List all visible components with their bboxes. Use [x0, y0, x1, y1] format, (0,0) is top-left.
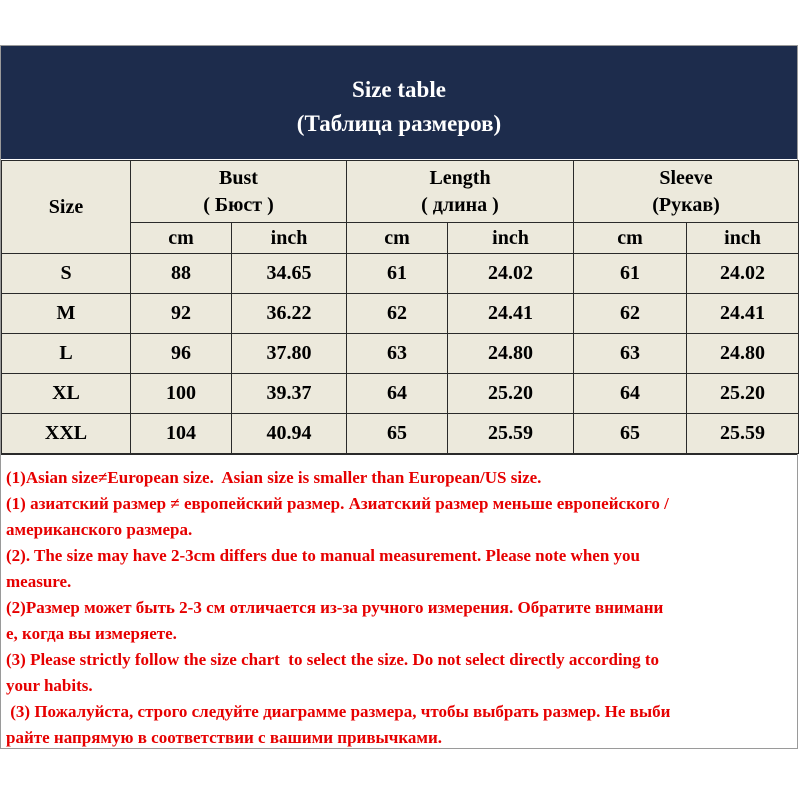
size-cell: XL — [2, 374, 131, 414]
note-1-ru-line1: (1) азиатский размер ≠ европейский размер. Азиатский размер меньше европейского / — [6, 494, 669, 513]
value-cell: 24.41 — [687, 294, 799, 334]
value-cell: 34.65 — [232, 254, 347, 294]
note-3-en-line2: your habits. — [6, 676, 93, 695]
unit-header: inch — [232, 223, 347, 254]
group-label-ru: (Рукав) — [652, 193, 720, 216]
size-column-header: Size — [2, 161, 131, 254]
unit-header: cm — [131, 223, 232, 254]
value-cell: 65 — [574, 414, 687, 454]
table-row — [2, 334, 799, 374]
table-row — [2, 414, 799, 454]
value-cell: 62 — [347, 294, 448, 334]
value-cell: 24.41 — [448, 294, 574, 334]
value-cell: 24.02 — [687, 254, 799, 294]
size-table — [1, 160, 799, 454]
value-cell: 100 — [131, 374, 232, 414]
header-banner — [1, 46, 797, 159]
value-cell: 92 — [131, 294, 232, 334]
size-cell: M — [2, 294, 131, 334]
size-cell: XXL — [2, 414, 131, 454]
note-1-en: (1)Asian size≠European size. Asian size is smaller than European/US size. — [6, 468, 542, 487]
note-3-ru-line2: райте напрямую в соответствии с вашими привычками. — [6, 728, 443, 747]
value-cell: 63 — [574, 334, 687, 374]
group-label: Bust — [219, 166, 258, 189]
value-cell: 65 — [347, 414, 448, 454]
size-cell: L — [2, 334, 131, 374]
length-group-header — [347, 161, 574, 223]
value-cell: 88 — [131, 254, 232, 294]
value-cell: 25.20 — [687, 374, 799, 414]
group-label: Sleeve — [659, 166, 713, 189]
table-header-row — [2, 161, 799, 223]
value-cell: 39.37 — [232, 374, 347, 414]
note-2-ru-line2: е, когда вы измеряете. — [6, 624, 177, 643]
value-cell: 63 — [347, 334, 448, 374]
table-row — [2, 254, 799, 294]
note-3-en-line1: (3) Please strictly follow the size chart to select the size. Do not select directly according to — [6, 650, 660, 669]
page-title: Size table — [352, 77, 446, 102]
value-cell: 24.02 — [448, 254, 574, 294]
value-cell: 61 — [347, 254, 448, 294]
size-cell: S — [2, 254, 131, 294]
group-label: Length — [429, 166, 491, 189]
value-cell: 24.80 — [687, 334, 799, 374]
value-cell: 61 — [574, 254, 687, 294]
note-2-en-line2: measure. — [6, 572, 72, 591]
value-cell: 96 — [131, 334, 232, 374]
note-3-ru-line1: (3) Пожалуйста, строго следуйте диаграмме размера, чтобы выбрать размер. Не выби — [6, 702, 671, 721]
unit-header: cm — [347, 223, 448, 254]
value-cell: 104 — [131, 414, 232, 454]
value-cell: 62 — [574, 294, 687, 334]
value-cell: 25.59 — [687, 414, 799, 454]
value-cell: 36.22 — [232, 294, 347, 334]
value-cell: 37.80 — [232, 334, 347, 374]
value-cell: 64 — [574, 374, 687, 414]
page-subtitle: (Таблица размеров) — [296, 111, 502, 136]
unit-header: inch — [448, 223, 574, 254]
note-1-ru-line2: американского размера. — [6, 520, 193, 539]
value-cell: 25.20 — [448, 374, 574, 414]
value-cell: 64 — [347, 374, 448, 414]
group-label-ru: ( длина ) — [421, 193, 499, 216]
note-2-en-line1: (2). The size may have 2-3cm differs due to manual measurement. Please note when you — [6, 546, 640, 565]
table-row — [2, 374, 799, 414]
value-cell: 24.80 — [448, 334, 574, 374]
notes-section — [1, 454, 797, 748]
sleeve-group-header — [574, 161, 799, 223]
unit-header: inch — [687, 223, 799, 254]
size-chart-sheet — [0, 45, 798, 749]
unit-header: cm — [574, 223, 687, 254]
value-cell: 25.59 — [448, 414, 574, 454]
bust-group-header — [131, 161, 347, 223]
table-row — [2, 294, 799, 334]
value-cell: 40.94 — [232, 414, 347, 454]
group-label-ru: ( Бюст ) — [203, 193, 274, 216]
note-2-ru-line1: (2)Размер может быть 2-3 см отличается из-за ручного измерения. Обратите внимани — [6, 598, 664, 617]
